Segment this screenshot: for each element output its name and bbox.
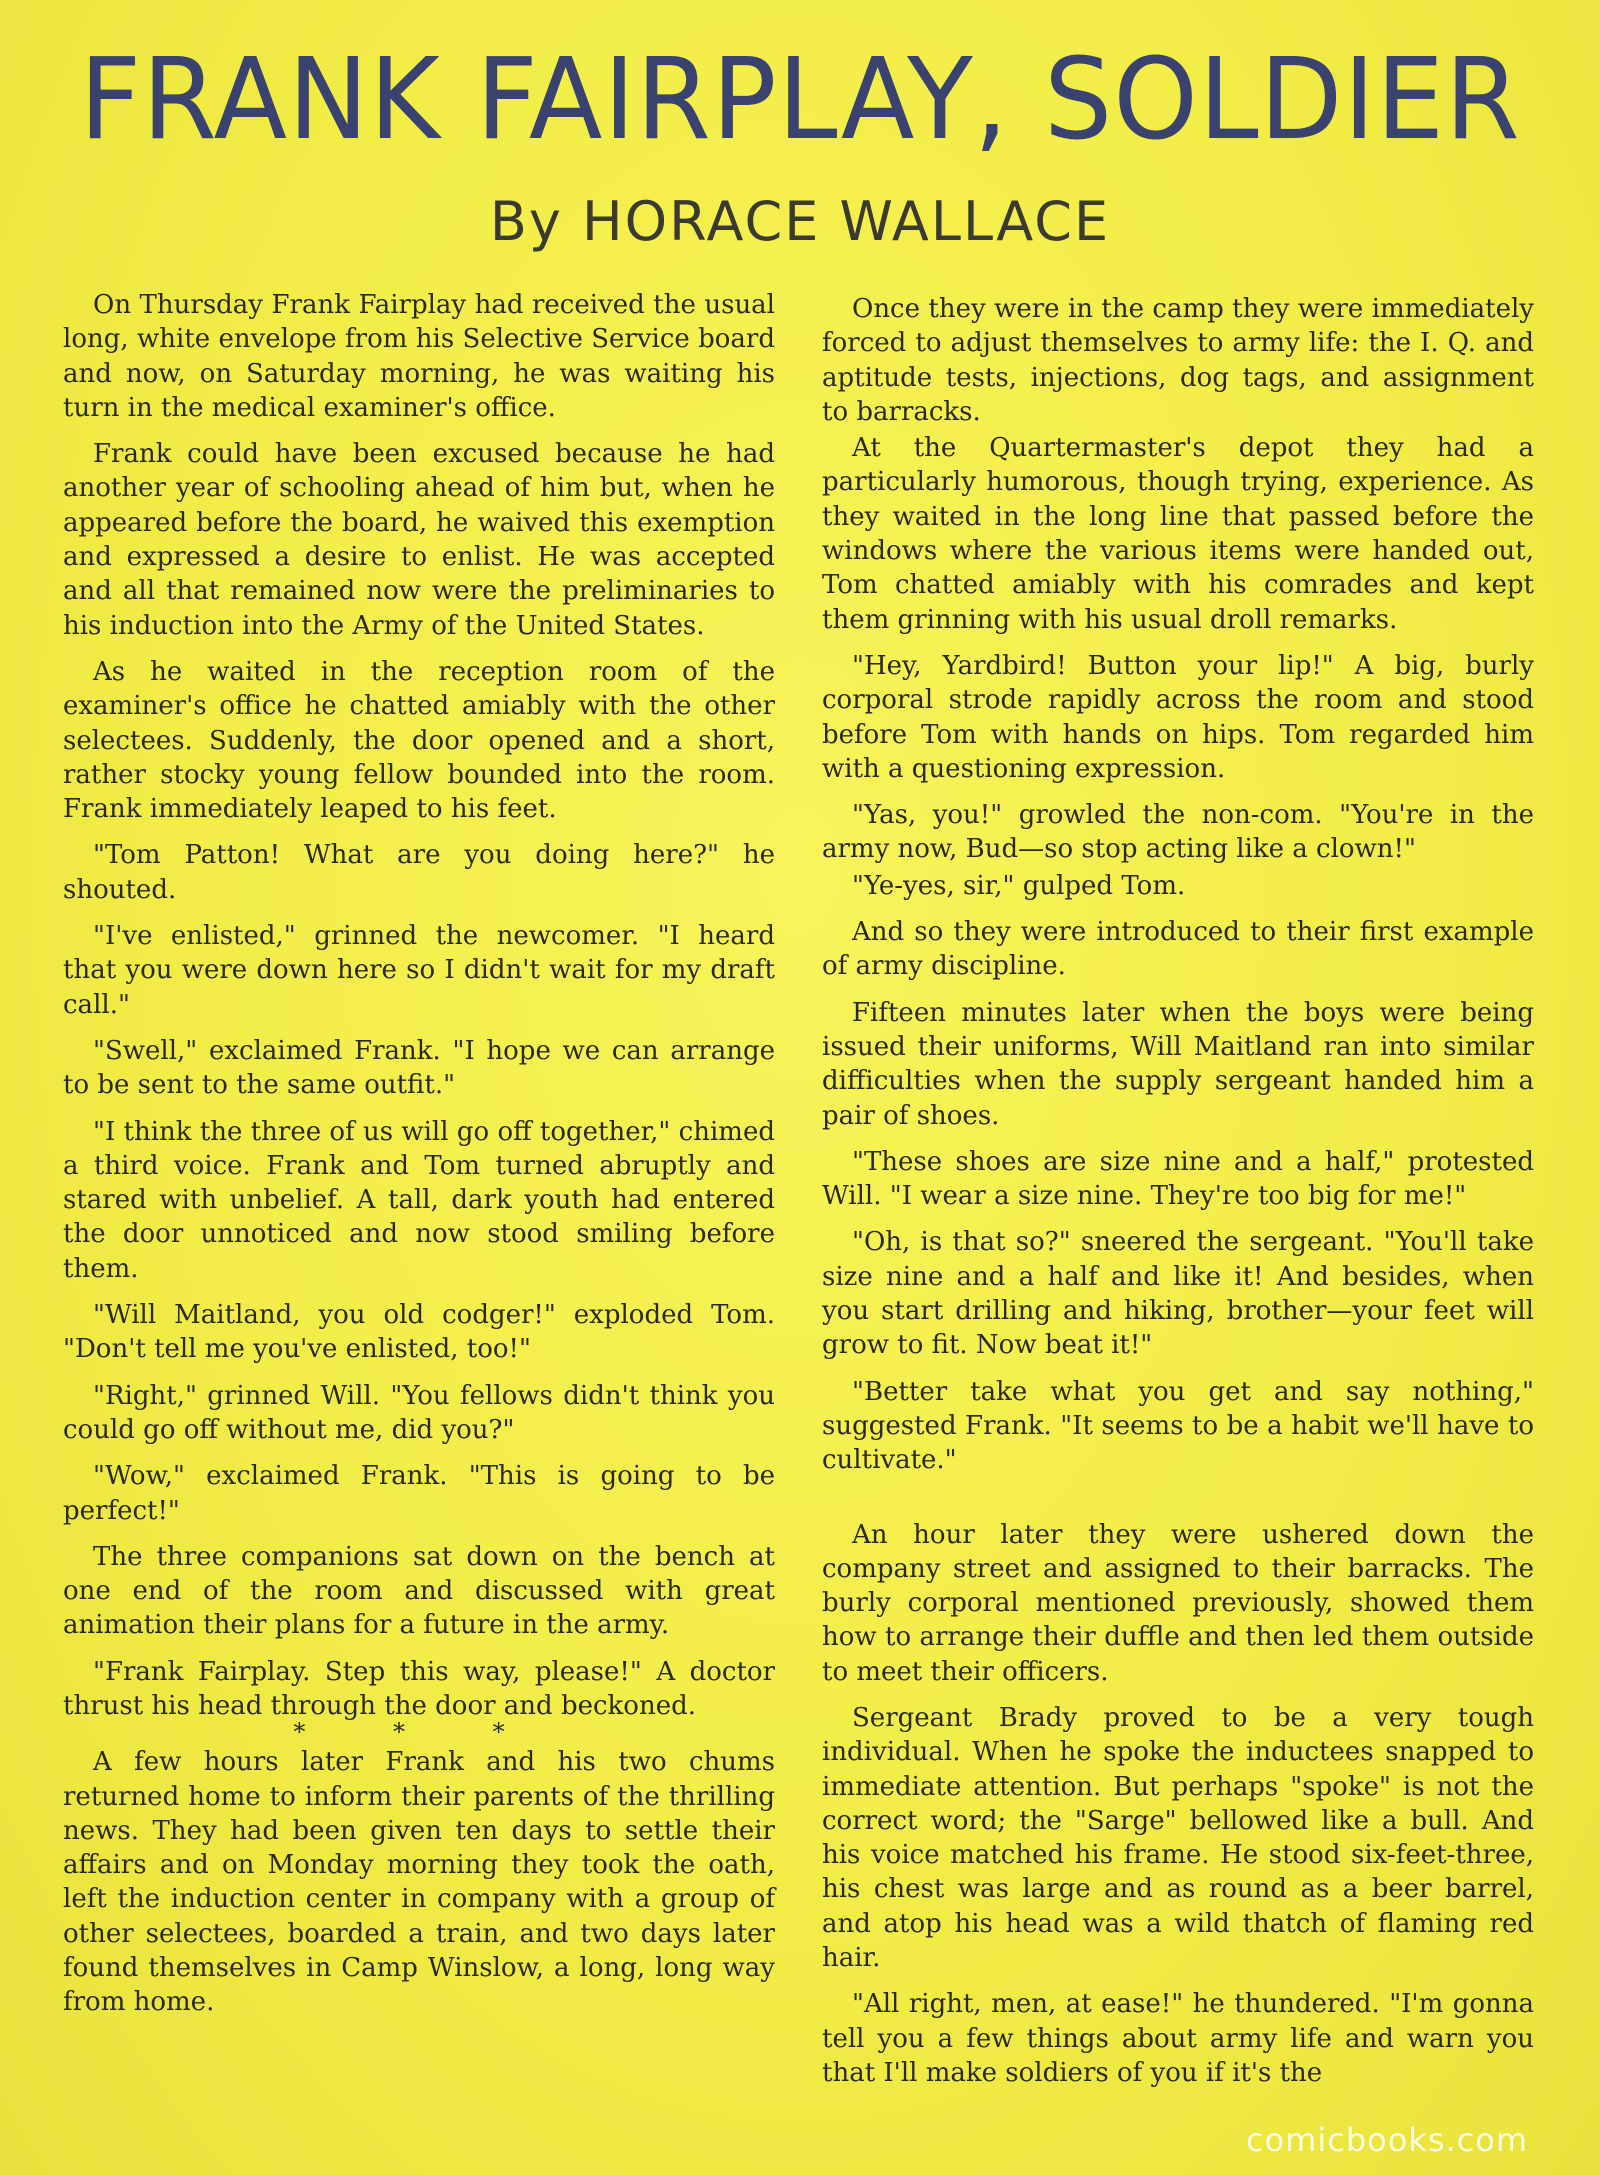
- byline: By HORACE WALLACE: [489, 190, 1111, 253]
- paragraph: At the Quartermaster's depot they had a particularly humorous, though trying, experience. As they waited in the long line that passed before the windows where the various items were handed out, Tom chatted amiably with his comrades and kept them grinning with his usual droll remarks.: [822, 433, 1534, 635]
- paragraph: "Wow," exclaimed Frank. "This is going to be perfect!": [63, 1461, 775, 1526]
- paragraph: "Will Maitland, you old codger!" exploded Tom. "Don't tell me you've enlisted, too!": [63, 1300, 775, 1365]
- spacer: [822, 1490, 1534, 1518]
- paragraph: Sergeant Brady proved to be a very tough individual. When he spoke the inductees snapped to immediate attention. But perhaps "spoke" is not the correct word; the "Sarge" bellowed like a bull. And his voice matched his frame. He stood six-feet-three, his chest was large and as round as a beer barrel, and atop his head was a wild thatch of flaming red hair.: [822, 1702, 1534, 1974]
- paragraph: "I've enlisted," grinned the newcomer. "I heard that you were down here so I didn't wait for my draft call.": [63, 921, 775, 1020]
- paragraph: A few hours later Frank and his two chums returned home to inform their parents of the thrilling news. They had been given ten days to settle their affairs and on Monday morning they took the oath, left the induction center in company with a group of other selectees, boarded a train, and two days later found themselves in Camp Winslow, a long, long way from home.: [63, 1747, 775, 2018]
- paragraph: As he waited in the reception room of the examiner's office he chatted amiably with the other selectees. Suddenly, the door opened and a short, rather stocky young fellow bounded into the room. Frank immediately leaped to his feet.: [63, 656, 775, 825]
- paragraph: The three companions sat down on the bench at one end of the room and discussed with great animation their plans for a future in the army.: [63, 1541, 775, 1641]
- story-title: FRANK FAIRPLAY, SOLDIER: [79, 35, 1521, 165]
- paragraph: "Frank Fairplay. Step this way, please!" A doctor thrust his head through the door and beckoned.: [63, 1656, 775, 1721]
- paragraph: Once they were in the camp they were immediately forced to adjust themselves to army life: the I. Q. and aptitude tests, injections, dog tags, and assignment to barracks.: [822, 294, 1534, 427]
- paragraph: And so they were introduced to their first example of army discipline.: [822, 917, 1534, 982]
- right-column: [822, 292, 1534, 2102]
- paragraph: "Oh, is that so?" sneered the sergeant. "You'll take size nine and a half and like it! And besides, when you start drilling and hiking, brother—your feet will grow to fit. Now beat it!": [822, 1227, 1534, 1361]
- left-column: [63, 288, 775, 2032]
- paragraph: "Ye-yes, sir," gulped Tom.: [852, 870, 1186, 901]
- paragraph: "Swell," exclaimed Frank. "I hope we can arrange to be sent to the same outfit.": [63, 1035, 775, 1101]
- paragraph: Frank could have been excused because he had another year of schooling ahead of him but, when he appeared before the board, he waived this exemption and expressed a desire to enlist. He was accepted and all that remained now were the preliminaries to his induction into the Army of the United States.: [63, 439, 775, 641]
- paragraph: "Tom Patton! What are you doing here?" he shouted.: [63, 840, 775, 905]
- paragraph: On Thursday Frank Fairplay had received the usual long, white envelope from his Selective Service board and now, on Saturday morning, he was waiting his turn in the medical examiner's office.: [63, 290, 775, 423]
- paragraph: Fifteen minutes later when the boys were being issued their uniforms, Will Maitland ran into similar difficulties when the supply sergeant handed him a pair of shoes.: [822, 997, 1534, 1131]
- paragraph: "These shoes are size nine and a half," protested Will. "I wear a size nine. They're too big for me!": [822, 1146, 1534, 1212]
- paragraph: "All right, men, at ease!" he thundered. "I'm gonna tell you a few things about army life and warn you that I'll make soldiers of you if it's the: [822, 1989, 1534, 2088]
- paragraph: "Better take what you get and say nothing," suggested Frank. "It seems to be a habit we'll have to cultivate.": [822, 1376, 1534, 1476]
- watermark: comicbooks.com: [1245, 2121, 1528, 2159]
- section-break: * * *: [293, 1718, 545, 1747]
- paragraph: "Yas, you!" growled the non-com. "You're in the army now, Bud—so stop acting like a clown!": [822, 800, 1534, 865]
- paragraph: "I think the three of us will go off together," chimed a third voice. Frank and Tom turned abruptly and stared with unbelief. A tall, dark youth had entered the door unnoticed and now stood smiling before them.: [63, 1116, 775, 1284]
- paragraph: "Right," grinned Will. "You fellows didn't think you could go off without me, did you?": [63, 1380, 775, 1445]
- paragraph: "Hey, Yardbird! Button your lip!" A big, burly corporal strode rapidly across the room and stood before Tom with hands on hips. Tom regarded him with a questioning expression.: [822, 650, 1534, 784]
- paragraph: An hour later they were ushered down the company street and assigned to their barracks. The burly corporal mentioned previously, showed them how to arrange their duffle and then led them outside to meet their officers.: [822, 1519, 1534, 1687]
